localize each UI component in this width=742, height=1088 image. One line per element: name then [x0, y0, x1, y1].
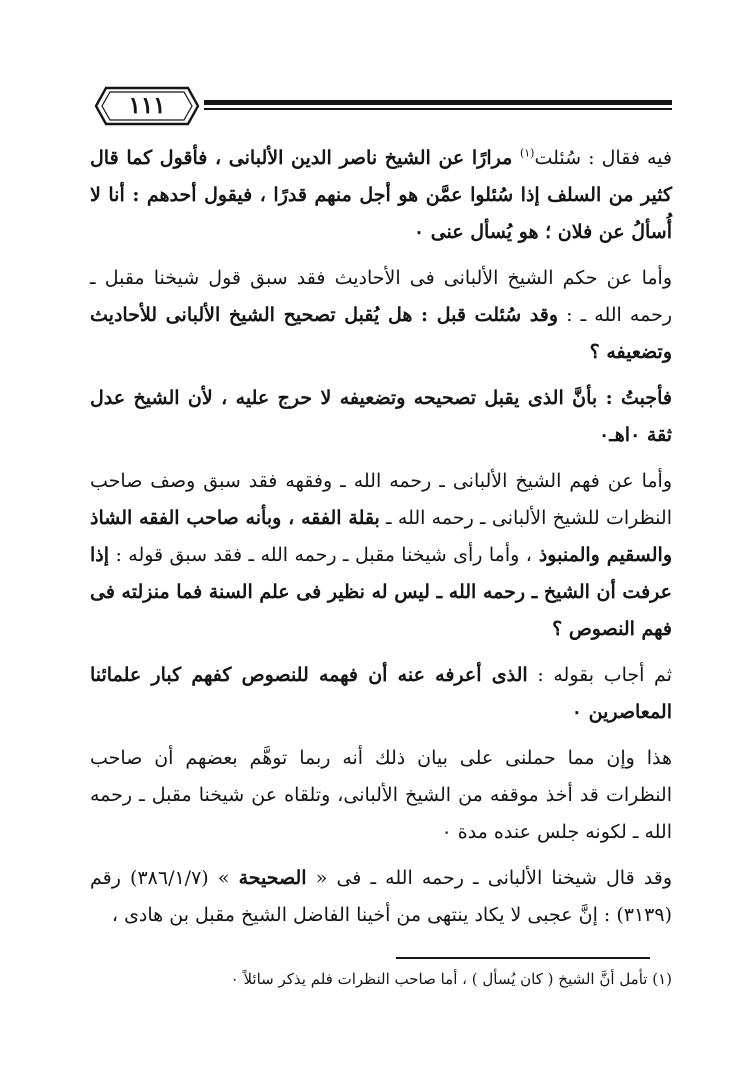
page-body [90, 140, 672, 943]
paragraph-6 [90, 740, 672, 851]
paragraph-4-text-3: ، وأما رأى شيخنا مقبل ـ رحمه الله ـ فقد سبق قوله : [109, 544, 532, 566]
paragraph-5-text-1: ثم أجاب بقوله : [527, 664, 672, 686]
footnote: (١) تأمل أنَّ الشيخ ( كان يُسأل ) ، أما صاحب النظرات فلم يذكر سائلاً ٠ [230, 970, 672, 988]
page-number: ١١١ [128, 92, 166, 119]
paragraph-5-text-2: الذى أعرفه عنه أن فهمه للنصوص كفهم كبار علمائنا المعاصرين ٠ [90, 664, 672, 723]
paragraph-4-text-2: بقلة الفقه ، وبأنه صاحب الفقه الشاذ والسقيم والمنبوذ [90, 507, 672, 566]
paragraph-4-text-1: وأما عن فهم الشيخ الألبانى ـ رحمه الله ـ وفقهه فقد سبق وصف صاحب النظرات للشيخ الألبانى ـ رحمه الله ـ [90, 470, 672, 529]
header-rule-thin [204, 108, 672, 110]
footnote-ref: (١) [519, 146, 535, 160]
paragraph-2-text-2: وقد سُئلت قبل : هل يُقبل تصحيح الشيخ الألبانى للأحاديث وتضعيفه ؟ [90, 304, 672, 363]
paragraph-1-text-2: مرارًا عن الشيخ ناصر الدين الألبانى ، فأقول كما قال كثير من السلف إذا سُئلوا عمَّن هو أجل منهم قدرًا ، فيقول أحدهم : أنا لا أُسألُ عن فلان ؛ هو يُسأل عنى ٠ [90, 147, 672, 243]
paragraph-2 [90, 260, 672, 371]
paragraph-7-book-title: الصحيحة [238, 867, 307, 889]
header-rule-thick [204, 100, 672, 105]
paragraph-1 [90, 140, 672, 251]
paragraph-7-text-3: » (٣٨٦/١/٧) رقم (٣١٣٩) : إنَّ عجبى لا يكاد ينتهى من أخينا الفاضل الشيخ مقبل بن هادى ، [90, 867, 672, 926]
footnote-separator [396, 957, 650, 959]
page-header [92, 84, 672, 128]
paragraph-7 [90, 860, 672, 934]
paragraph-5 [90, 657, 672, 731]
paragraph-3-text-1: فأجبتُ : بأنَّ الذى يقبل تصحيحه وتضعيفه لا حرج عليه ، لأن الشيخ عدل ثقة ٠اهـ٠ [90, 387, 672, 446]
paragraph-4-text-4: إذا عرفت أن الشيخ ـ رحمه الله ـ ليس له نظير فى علم السنة فما منزلته فى فهم النصوص ؟ [90, 544, 672, 640]
paragraph-7-text-1: وقد قال شيخنا الألبانى ـ رحمه الله ـ فى « [306, 867, 673, 889]
paragraph-2-text-1: وأما عن حكم الشيخ الألبانى فى الأحاديث فقد سبق قول شيخنا مقبل ـ رحمه الله ـ : [90, 267, 672, 326]
paragraph-1-text-1: فيه فقال : سُئلت [534, 147, 672, 169]
paragraph-3 [90, 380, 672, 454]
paragraph-4 [90, 463, 672, 648]
paragraph-6-text-1: هذا وإن مما حملنى على بيان ذلك أنه ربما توهَّم بعضهم أن صاحب النظرات قد أخذ موقفه من الشيخ الألبانى، وتلقاه عن شيخنا مقبل ـ رحمه الله ـ لكونه جلس عنده مدة ٠ [90, 747, 672, 843]
